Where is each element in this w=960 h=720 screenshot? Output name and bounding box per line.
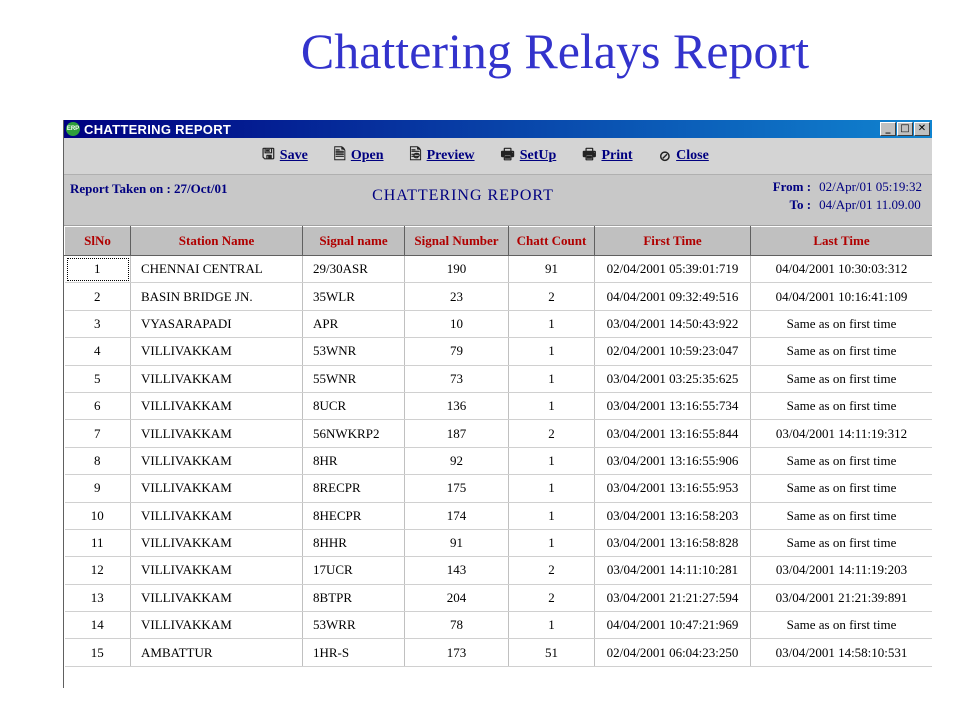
chatt-count-cell[interactable]: 1 <box>509 475 595 502</box>
table-header-row <box>65 227 933 256</box>
sl-no-cell[interactable]: 10 <box>65 502 131 529</box>
table-row[interactable] <box>65 420 933 447</box>
station-name-cell[interactable]: VILLIVAKKAM <box>131 557 303 584</box>
maximize-button[interactable]: □ <box>897 122 913 136</box>
report-taken-on: Report Taken on : 27/Oct/01 <box>70 181 228 196</box>
table-row[interactable] <box>65 502 933 529</box>
station-name-cell[interactable]: BASIN BRIDGE JN. <box>131 283 303 310</box>
station-name-cell[interactable]: VILLIVAKKAM <box>131 338 303 365</box>
signal-name-cell[interactable]: APR <box>303 310 405 337</box>
signal-number-cell[interactable]: 175 <box>405 475 509 502</box>
toolbar-label: Print <box>601 148 633 163</box>
first-time-cell[interactable]: 03/04/2001 03:25:35:625 <box>595 365 751 392</box>
first-time-cell[interactable]: 03/04/2001 13:16:55:844 <box>595 420 751 447</box>
save-button[interactable] <box>262 144 308 169</box>
table-row[interactable] <box>65 283 933 310</box>
signal-number-cell[interactable]: 92 <box>405 447 509 474</box>
window-title: CHATTERING REPORT <box>84 121 232 137</box>
signal-name-cell[interactable]: 53WNR <box>303 338 405 365</box>
signal-name-cell[interactable]: 53WRR <box>303 612 405 639</box>
last-time-cell[interactable]: Same as on first time <box>751 310 933 337</box>
toolbar <box>64 138 932 175</box>
signal-number-cell[interactable]: 23 <box>405 283 509 310</box>
setup-button[interactable] <box>501 144 557 169</box>
last-time-cell[interactable]: Same as on first time <box>751 475 933 502</box>
first-time-cell[interactable]: 03/04/2001 13:16:58:203 <box>595 502 751 529</box>
table-row[interactable] <box>65 475 933 502</box>
first-time-cell[interactable]: 02/04/2001 06:04:23:250 <box>595 639 751 666</box>
column-header[interactable]: Signal name <box>303 227 405 256</box>
sl-no-cell[interactable]: 5 <box>65 365 131 392</box>
table-row[interactable] <box>65 557 933 584</box>
signal-name-cell[interactable]: 8UCR <box>303 392 405 419</box>
last-time-cell[interactable]: 04/04/2001 10:16:41:109 <box>751 283 933 310</box>
toolbar-label: Save <box>279 148 308 163</box>
last-time-cell[interactable]: Same as on first time <box>751 447 933 474</box>
column-header[interactable]: Station Name <box>131 227 303 256</box>
first-time-cell[interactable]: 03/04/2001 21:21:27:594 <box>595 584 751 611</box>
chatt-count-cell[interactable]: 1 <box>509 338 595 365</box>
table-row[interactable] <box>65 338 933 365</box>
chatt-count-cell[interactable]: 1 <box>509 310 595 337</box>
last-time-cell[interactable]: 03/04/2001 14:11:19:203 <box>751 557 933 584</box>
setup-icon: 🖶 <box>500 144 515 163</box>
preview-icon: 🗟 <box>409 144 422 163</box>
signal-name-cell[interactable]: 35WLR <box>303 283 405 310</box>
chatt-count-cell[interactable]: 2 <box>509 283 595 310</box>
signal-number-cell[interactable]: 190 <box>405 256 509 283</box>
signal-name-cell[interactable]: 56NWKRP2 <box>303 420 405 447</box>
last-time-cell[interactable]: 03/04/2001 21:21:39:891 <box>751 584 933 611</box>
first-time-cell[interactable]: 03/04/2001 13:16:55:953 <box>595 475 751 502</box>
station-name-cell[interactable]: VILLIVAKKAM <box>131 612 303 639</box>
signal-name-cell[interactable]: 17UCR <box>303 557 405 584</box>
open-button[interactable] <box>334 144 384 169</box>
station-name-cell[interactable]: VILLIVAKKAM <box>131 529 303 556</box>
print-button[interactable] <box>582 144 632 169</box>
signal-number-cell[interactable]: 79 <box>405 338 509 365</box>
toolbar-label: Preview <box>426 148 475 163</box>
toolbar-label: Close <box>676 148 709 163</box>
chatt-count-cell[interactable]: 91 <box>509 256 595 283</box>
table-row[interactable] <box>65 639 933 666</box>
signal-number-cell[interactable]: 143 <box>405 557 509 584</box>
last-time-cell[interactable]: 03/04/2001 14:11:19:312 <box>751 420 933 447</box>
column-header[interactable]: Chatt Count <box>509 227 595 256</box>
close-button[interactable] <box>659 147 709 165</box>
title-bar[interactable] <box>64 120 932 138</box>
signal-name-cell[interactable]: 8RECPR <box>303 475 405 502</box>
table-row[interactable] <box>65 529 933 556</box>
table-row[interactable] <box>65 310 933 337</box>
signal-name-cell[interactable]: 55WNR <box>303 365 405 392</box>
sl-no-cell[interactable]: 9 <box>65 475 131 502</box>
sl-no-cell[interactable]: 14 <box>65 612 131 639</box>
signal-name-cell[interactable]: 8HHR <box>303 529 405 556</box>
column-header[interactable]: First Time <box>595 227 751 256</box>
table-row[interactable] <box>65 392 933 419</box>
app-icon: ERP <box>66 122 80 136</box>
column-header[interactable]: Signal Number <box>405 227 509 256</box>
chatt-count-cell[interactable]: 51 <box>509 639 595 666</box>
table-row[interactable] <box>65 365 933 392</box>
column-header[interactable]: SlNo <box>65 227 131 256</box>
from-label: From : <box>772 179 812 194</box>
table-row[interactable] <box>65 256 933 283</box>
last-time-cell[interactable]: Same as on first time <box>751 392 933 419</box>
signal-number-cell[interactable]: 136 <box>405 392 509 419</box>
sl-no-cell[interactable]: 3 <box>65 310 131 337</box>
signal-name-cell[interactable]: 8HR <box>303 447 405 474</box>
signal-number-cell[interactable]: 174 <box>405 502 509 529</box>
signal-number-cell[interactable]: 173 <box>405 639 509 666</box>
last-time-cell[interactable]: 04/04/2001 10:30:03:312 <box>751 256 933 283</box>
signal-number-cell[interactable]: 10 <box>405 310 509 337</box>
open-icon: 🗎 <box>333 144 346 163</box>
window-left-border <box>63 120 64 688</box>
station-name-cell[interactable]: CHENNAI CENTRAL <box>131 256 303 283</box>
table-row[interactable] <box>65 612 933 639</box>
chatt-count-cell[interactable]: 1 <box>509 392 595 419</box>
chatt-count-cell[interactable]: 2 <box>509 557 595 584</box>
station-name-cell[interactable]: VILLIVAKKAM <box>131 365 303 392</box>
sl-no-cell[interactable]: 12 <box>65 557 131 584</box>
station-name-cell[interactable]: VILLIVAKKAM <box>131 447 303 474</box>
first-time-cell[interactable]: 04/04/2001 09:32:49:516 <box>595 283 751 310</box>
report-window <box>64 120 932 688</box>
close-window-button[interactable]: ✕ <box>914 122 930 136</box>
signal-name-cell[interactable]: 1HR-S <box>303 639 405 666</box>
last-time-cell[interactable]: Same as on first time <box>751 502 933 529</box>
sl-no-cell[interactable]: 1 <box>65 256 131 283</box>
date-range <box>773 179 922 213</box>
preview-button[interactable] <box>410 144 475 169</box>
signal-name-cell[interactable]: 8HECPR <box>303 502 405 529</box>
signal-number-cell[interactable]: 204 <box>405 584 509 611</box>
last-time-cell[interactable]: Same as on first time <box>751 612 933 639</box>
station-name-cell[interactable]: VILLIVAKKAM <box>131 475 303 502</box>
sl-no-cell[interactable]: 11 <box>65 529 131 556</box>
last-time-cell[interactable]: 03/04/2001 14:58:10:531 <box>751 639 933 666</box>
station-name-cell[interactable]: AMBATTUR <box>131 639 303 666</box>
signal-name-cell[interactable]: 29/30ASR <box>303 256 405 283</box>
sl-no-cell[interactable]: 8 <box>65 447 131 474</box>
close-icon: ⊘ <box>658 147 672 165</box>
toolbar-label: SetUp <box>519 148 557 163</box>
station-name-cell[interactable]: VILLIVAKKAM <box>131 420 303 447</box>
first-time-cell[interactable]: 02/04/2001 10:59:23:047 <box>595 338 751 365</box>
report-header <box>64 175 932 226</box>
signal-name-cell[interactable]: 8BTPR <box>303 584 405 611</box>
first-time-cell[interactable]: 03/04/2001 13:16:55:734 <box>595 392 751 419</box>
first-time-cell[interactable]: 03/04/2001 14:50:43:922 <box>595 310 751 337</box>
signal-number-cell[interactable]: 78 <box>405 612 509 639</box>
chattering-table <box>64 226 932 667</box>
first-time-cell[interactable]: 03/04/2001 13:16:58:828 <box>595 529 751 556</box>
signal-number-cell[interactable]: 91 <box>405 529 509 556</box>
table-row[interactable] <box>65 447 933 474</box>
first-time-cell[interactable]: 03/04/2001 14:11:10:281 <box>595 557 751 584</box>
station-name-cell[interactable]: VILLIVAKKAM <box>131 584 303 611</box>
last-time-cell[interactable]: Same as on first time <box>751 338 933 365</box>
print-icon: 🖶 <box>582 144 597 163</box>
sl-no-cell[interactable]: 6 <box>65 392 131 419</box>
sl-no-cell[interactable]: 15 <box>65 639 131 666</box>
last-time-cell[interactable]: Same as on first time <box>751 365 933 392</box>
chatt-count-cell[interactable]: 1 <box>509 502 595 529</box>
chatt-count-cell[interactable]: 1 <box>509 447 595 474</box>
to-label: To : <box>789 197 812 212</box>
chatt-count-cell[interactable]: 1 <box>509 365 595 392</box>
station-name-cell[interactable]: VILLIVAKKAM <box>131 502 303 529</box>
station-name-cell[interactable]: VYASARAPADI <box>131 310 303 337</box>
minimize-button[interactable]: _ <box>880 122 896 136</box>
sl-no-cell[interactable]: 13 <box>65 584 131 611</box>
report-title: CHATTERING REPORT <box>372 187 554 204</box>
first-time-cell[interactable]: 04/04/2001 10:47:21:969 <box>595 612 751 639</box>
sl-no-cell[interactable]: 2 <box>65 283 131 310</box>
sl-no-cell[interactable]: 7 <box>65 420 131 447</box>
chatt-count-cell[interactable]: 1 <box>509 612 595 639</box>
chatt-count-cell[interactable]: 1 <box>509 529 595 556</box>
last-time-cell[interactable]: Same as on first time <box>751 529 933 556</box>
save-icon: 🖫 <box>262 144 275 163</box>
first-time-cell[interactable]: 02/04/2001 05:39:01:719 <box>595 256 751 283</box>
to-value: 04/Apr/01 11.09.00 <box>819 197 921 212</box>
from-value: 02/Apr/01 05:19:32 <box>819 179 922 194</box>
toolbar-label: Open <box>350 148 384 163</box>
signal-number-cell[interactable]: 187 <box>405 420 509 447</box>
table-body <box>65 256 933 667</box>
slide-title: Chattering Relays Report <box>300 23 810 79</box>
first-time-cell[interactable]: 03/04/2001 13:16:55:906 <box>595 447 751 474</box>
station-name-cell[interactable]: VILLIVAKKAM <box>131 392 303 419</box>
column-header[interactable]: Last Time <box>751 227 933 256</box>
chatt-count-cell[interactable]: 2 <box>509 420 595 447</box>
chatt-count-cell[interactable]: 2 <box>509 584 595 611</box>
table-row[interactable] <box>65 584 933 611</box>
signal-number-cell[interactable]: 73 <box>405 365 509 392</box>
sl-no-cell[interactable]: 4 <box>65 338 131 365</box>
